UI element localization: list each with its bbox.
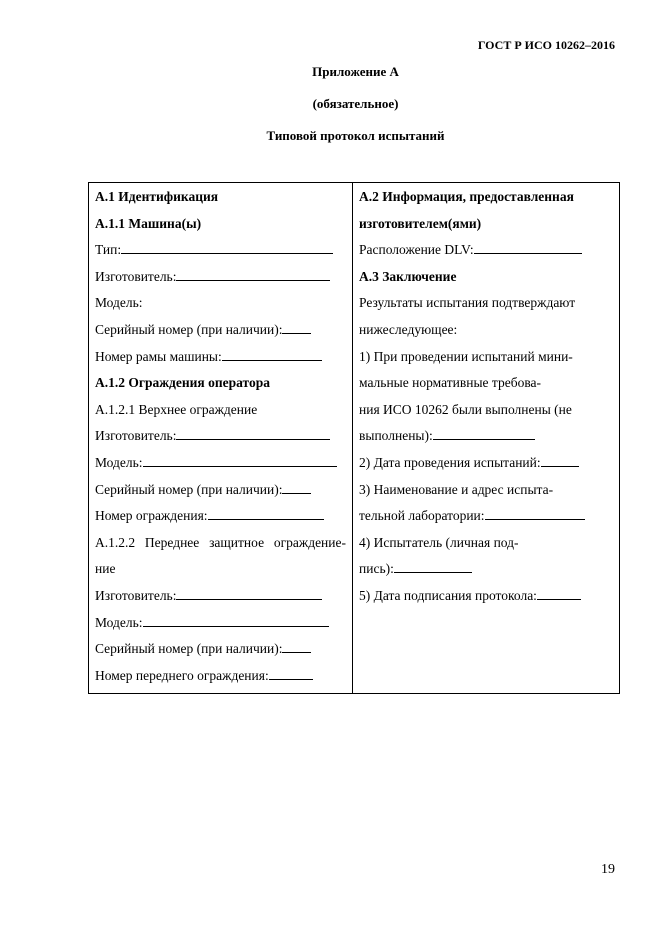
guard-number-blank[interactable] [208,504,324,520]
dlv-location-field [359,237,613,264]
front-guard-serial-blank[interactable] [282,637,311,653]
dlv-location-label: Расположение DLV: [359,242,474,258]
manufacturer-field [95,264,346,291]
item4-line1: 4) Испытатель (личная под- [359,534,519,550]
front-guard-serial-field [95,636,346,663]
top-guard-manufacturer-blank[interactable] [176,424,330,440]
test-report-form-table [88,182,620,694]
item1-line4-field [359,423,613,450]
manufacturer-blank[interactable] [176,265,330,281]
dlv-location-blank[interactable] [474,238,582,254]
results-line1: Результаты испытания подтверждают [359,295,576,311]
frame-number-label: Номер рамы машины: [95,348,222,364]
guard-number-label: Номер ограждения: [95,508,208,524]
front-guard-manufacturer-blank[interactable] [176,584,322,600]
item4-signature-blank[interactable] [394,557,472,573]
front-guard-number-blank[interactable] [269,664,313,680]
item3-lab-blank[interactable] [485,504,585,520]
item3-line2-field [359,503,613,530]
standard-number: ГОСТ Р ИСО 10262–2016 [477,38,615,52]
front-guard-number-field [95,663,346,690]
left-column [89,183,353,693]
top-guard-model-label: Модель: [95,454,143,470]
front-guard-model-label: Модель: [95,614,143,630]
serial-label: Серийный номер (при наличии): [95,321,283,337]
page-number: 19 [601,862,615,877]
annex-title: Приложение А [312,64,399,79]
top-guard-serial-blank[interactable] [282,478,311,494]
front-guard-model-field [95,610,346,637]
front-guard-number-label: Номер переднего ограждения: [95,667,269,683]
info-heading-line2: изготовителем(ями) [359,215,482,231]
item1-result-blank[interactable] [433,424,535,440]
item1-line2: мальные нормативные требова- [359,375,541,391]
item3-line2-label: тельной лаборатории: [359,508,485,524]
front-guard-manufacturer-field [95,583,346,610]
top-guard-model-blank[interactable] [143,451,337,467]
results-line2: нижеследующее: [359,321,458,337]
top-guard-serial-label: Серийный номер (при наличии): [95,481,283,497]
annex-name: Типовой протокол испытаний [266,128,445,143]
top-guard-model-field [95,450,346,477]
item4-line2-label: пись): [359,561,394,577]
top-guard-serial-field [95,477,346,504]
model-field [95,290,346,317]
front-guard-model-blank[interactable] [143,611,329,627]
identification-heading: А.1 Идентификация [95,189,219,204]
frame-number-blank[interactable] [222,345,322,361]
right-column [353,183,619,693]
front-guard-heading-line2: ние [95,561,116,577]
type-blank[interactable] [121,238,333,254]
type-field [95,237,346,264]
item4-line2-field [359,556,613,583]
front-guard-manufacturer-label: Изготовитель: [95,587,177,603]
item1-line3: ния ИСО 10262 были выполнены (не [359,401,572,417]
guards-heading: А.1.2 Ограждения оператора [95,375,270,391]
info-heading-line1: А.2 Информация, предоставленная [359,189,574,204]
manufacturer-label: Изготовитель: [95,268,177,284]
guard-number-field [95,503,346,530]
item1-line4-label: выполнены): [359,428,433,444]
machine-heading: А.1.1 Машина(ы) [95,215,202,231]
annex-status: (обязательное) [312,96,399,111]
front-guard-serial-label: Серийный номер (при наличии): [95,641,283,657]
item2-field [359,450,613,477]
item5-field [359,583,613,610]
top-guard-manufacturer-field [95,423,346,450]
item5-date-blank[interactable] [537,584,581,600]
top-guard-heading: А.1.2.1 Верхнее ограждение [95,401,258,417]
item2-date-blank[interactable] [541,451,579,467]
model-label: Модель: [95,295,143,311]
item2-label: 2) Дата проведения испытаний: [359,454,541,470]
item1-line1: 1) При проведении испытаний мини- [359,348,573,364]
serial-blank[interactable] [282,318,311,334]
frame-number-field [95,344,346,371]
serial-field [95,317,346,344]
type-label: Тип: [95,242,122,258]
item3-line1: 3) Наименование и адрес испыта- [359,481,554,497]
top-guard-manufacturer-label: Изготовитель: [95,428,177,444]
conclusion-heading: А.3 Заключение [359,268,457,284]
item5-label: 5) Дата подписания протокола: [359,587,537,603]
front-guard-heading-line1: А.1.2.2 Переднее защитное ограждение- [95,534,346,550]
